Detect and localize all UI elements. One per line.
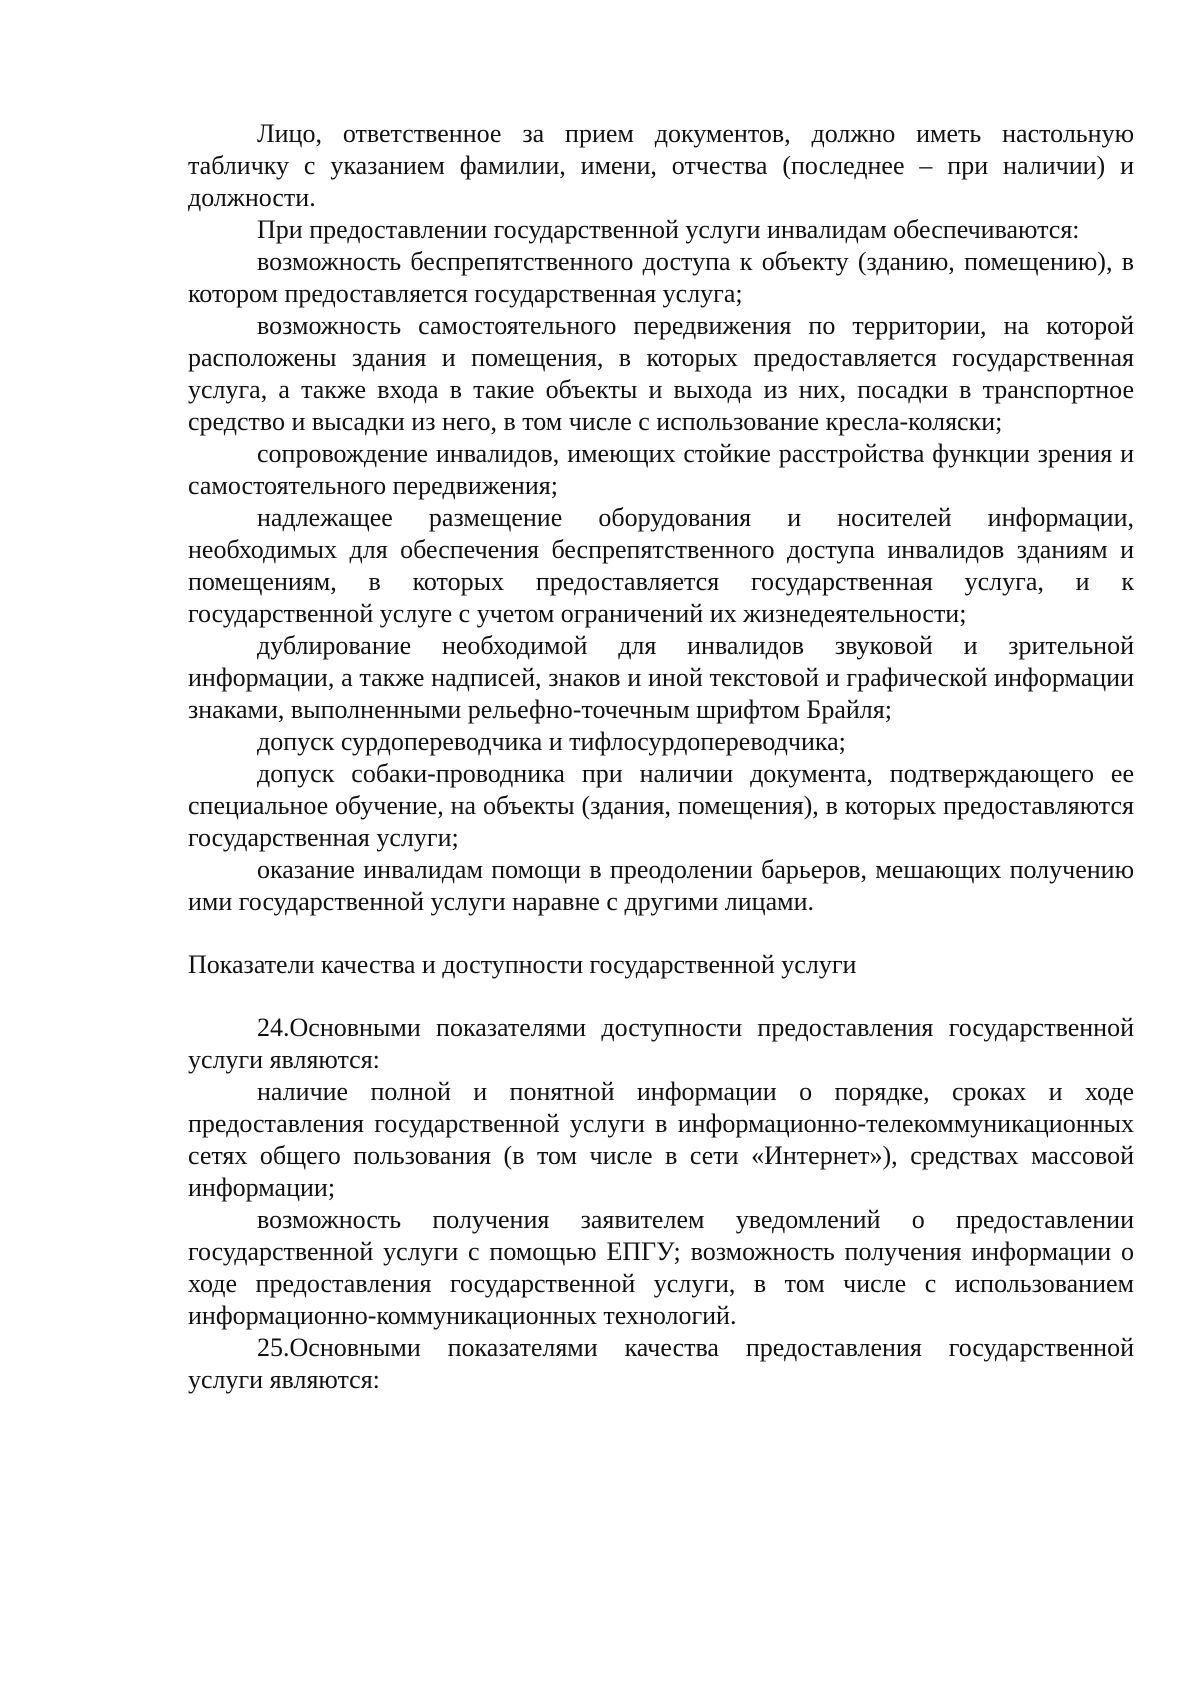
paragraph-notifications: возможность получения заявителем уведомлений о предоставлении государственной услуги с помощью ЕПГУ; возможность получения информации о ходе предоставления государственной услуги, в том числе с использованием информационно-коммуникационных технологий. [188, 1205, 1134, 1330]
paragraph-braille-duplication: дублирование необходимой для инвалидов звуковой и зрительной информации, а также надписей, знаков и иной текстовой и графической информации знаками, выполненными рельефно-точечным шрифтом Брайля; [188, 631, 1134, 724]
paragraph-responsible-person: Лицо, ответственное за прием документов, должно иметь настольную табличку с указанием фамилии, имени, отчества (последнее – при наличии) и должности. [188, 119, 1134, 212]
document-body [188, 118, 1134, 1396]
paragraph-item-24: 24.Основными показателями доступности предоставления государственной услуги являются: [188, 1013, 1134, 1074]
paragraph-equipment-placement: надлежащее размещение оборудования и носителей информации, необходимых для обеспечения беспрепятственного доступа инвалидов зданиям и помещениям, в которых предоставляется государственная услуга, и к государственной услуге с учетом ограничений их жизнедеятельности; [188, 503, 1134, 628]
section-heading: Показатели качества и доступности государственной услуги [188, 950, 857, 979]
paragraph-escort: сопровождение инвалидов, имеющих стойкие расстройства функции зрения и самостоятельного передвижения; [188, 439, 1134, 500]
paragraph-sign-interpreter: допуск сурдопереводчика и тифлосурдопереводчика; [257, 727, 846, 756]
paragraph-independent-movement: возможность самостоятельного передвижения по территории, на которой расположены здания и помещения, в которых предоставляется государственная услуга, а также входа в такие объекты и выхода из них, посадки в транспортное средство и высадки из него, в том числе с использование кресла-коляски; [188, 311, 1134, 436]
paragraph-information-availability: наличие полной и понятной информации о порядке, сроках и ходе предоставления государственной услуги в информационно-телекоммуникационных сетях общего пользования (в том числе в сети «Интернет»), средствах массовой информации; [188, 1077, 1134, 1202]
paragraph-guide-dog: допуск собаки-проводника при наличии документа, подтверждающего ее специальное обучение, на объекты (здания, помещения), в которых предоставляются государственная услуги; [188, 759, 1134, 852]
paragraph-barrier-assistance: оказание инвалидам помощи в преодолении барьеров, мешающих получению ими государственной услуги наравне с другими лицами. [188, 855, 1134, 916]
paragraph-unobstructed-access: возможность беспрепятственного доступа к объекту (зданию, помещению), в котором предоставляется государственная услуга; [188, 247, 1134, 308]
paragraph-disabled-provisions-intro: При предоставлении государственной услуги инвалидам обеспечиваются: [257, 215, 1080, 244]
paragraph-item-25: 25.Основными показателями качества предоставления государственной услуги являются: [188, 1333, 1134, 1394]
